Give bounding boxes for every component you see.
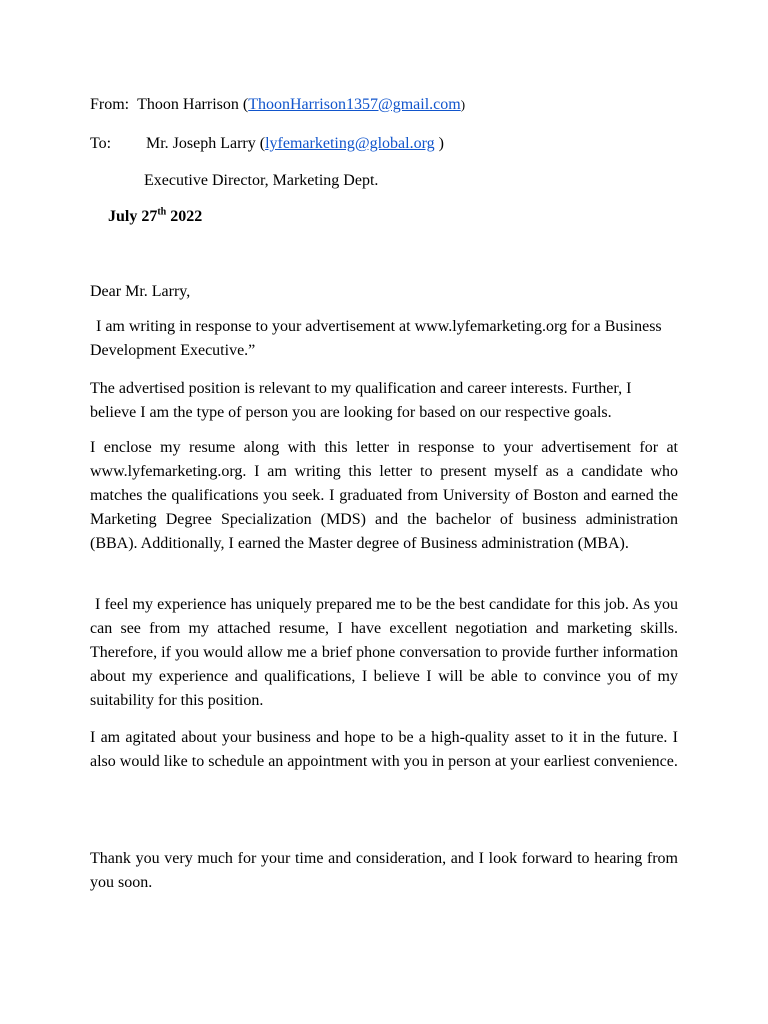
from-email-link[interactable]: ThoonHarrison1357@gmail.com xyxy=(248,96,461,113)
paragraph-6: Thank you very much for your time and consideration, and I look forward to hearing from you soon. xyxy=(90,850,678,891)
recipient-title: Executive Director, Marketing Dept. xyxy=(144,172,379,189)
paragraph-4: I feel my experience has uniquely prepared me to be the best candidate for this job. As you can see from my attached resume, I have excellent negotiation and marketing skills. Therefore, if you would allow me a brief phone conversation to provide further information about my experience and qualifications, I believe I will be able to convince you of my suitability for this position. xyxy=(90,596,678,709)
to-recipient xyxy=(146,134,444,154)
to-close: ) xyxy=(434,135,444,152)
letter-date xyxy=(108,207,202,227)
paragraph-1: I am writing in response to your advertisement at www.lyfemarketing.org for a Business Development Executive.” xyxy=(90,318,662,359)
from-line xyxy=(90,95,465,115)
to-name: Mr. Joseph Larry ( xyxy=(146,135,266,152)
date-month-day: July 27 xyxy=(108,208,158,225)
to-label: To: xyxy=(90,135,112,152)
from-name: Thoon Harrison ( xyxy=(137,96,249,113)
date-year: 2022 xyxy=(166,208,203,225)
salutation: Dear Mr. Larry, xyxy=(90,283,191,300)
from-label: From: xyxy=(90,96,130,113)
paragraph-2: The advertised position is relevant to my qualification and career interests. Further, I believe I am the type of person you are looking for based on our respective goals. xyxy=(90,380,632,421)
to-email-link[interactable]: lyfemarketing@global.org xyxy=(265,135,435,152)
from-close: ) xyxy=(460,97,466,112)
date-suffix: th xyxy=(157,206,167,218)
paragraph-5: I am agitated about your business and hope to be a high-quality asset to it in the future. I also would like to schedule an appointment with you in person at your earliest convenience. xyxy=(90,729,678,770)
to-line xyxy=(90,134,444,154)
paragraph-3: I enclose my resume along with this letter in response to your advertisement for at www.lyfemarketing.org. I am writing this letter to present myself as a candidate who matches the qualifications you seek. I graduated from University of Boston and earned the Marketing Degree Specialization (MDS) and the bachelor of business administration (BBA). Additionally, I earned the Master degree of Business administration (MBA). xyxy=(90,439,678,552)
